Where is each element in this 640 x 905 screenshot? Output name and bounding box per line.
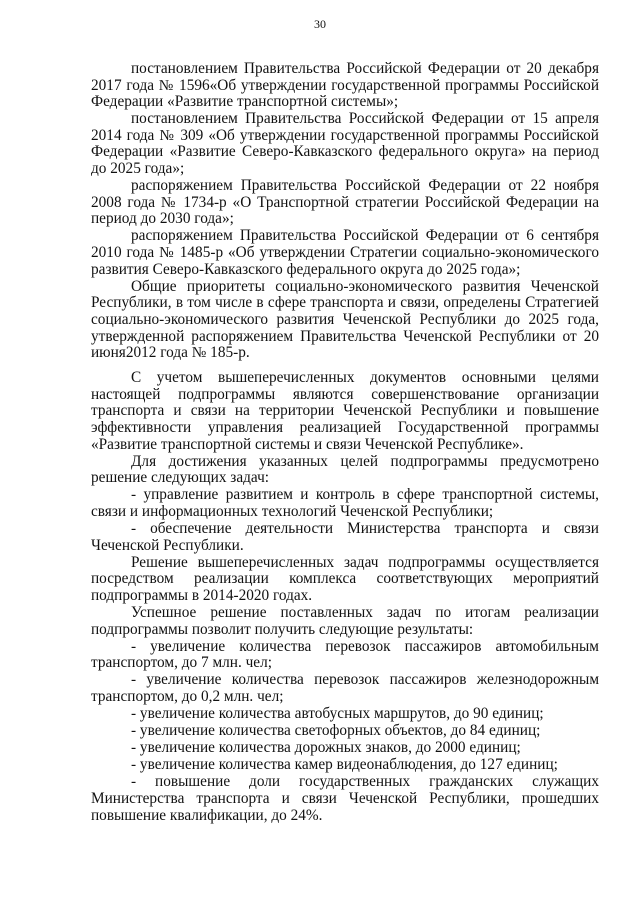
list-item-result-staff-training: - повышение доли государственных гражданских служащих Министерства транспорта и связи Чеченской Республики, прошедших повышение квалификации, до 24%. [91, 773, 599, 824]
list-item-result-road-signs: - увеличение количества дорожных знаков, до 2000 единиц; [131, 739, 521, 757]
list-item-result-traffic-lights: - увеличение количества светофорных объектов, до 84 единиц; [131, 722, 541, 740]
paragraph-order-1734: распоряжением Правительства Российской Федерации от 22 ноября 2008 года № 1734-р «О Транспортной стратегии Российской Федерации на период до 2030 года»; [91, 177, 599, 228]
list-item-result-rail-passengers: - увеличение количества перевозок пассажиров железнодорожным транспортом, до 0,2 млн. чел; [91, 671, 599, 705]
paragraph-results-intro: Успешное решение поставленных задач по итогам реализации подпрограммы позволит получить следующие результаты: [91, 604, 599, 638]
list-item-task-ministry: - обеспечение деятельности Министерства транспорта и связи Чеченской Республики. [91, 520, 599, 554]
list-item-task-management: - управление развитием и контроль в сфере транспортной системы, связи и информационных технологий Чеченской Республики; [91, 486, 599, 520]
paragraph-order-1485: распоряжением Правительства Российской Федерации от 6 сентября 2010 года № 1485-р «Об утверждении Стратегии социально-экономического развития Северо-Кавказского федерального округа до 2025 года»; [91, 227, 599, 278]
list-item-result-cameras: - увеличение количества камер видеонаблюдения, до 127 единиц; [131, 756, 558, 774]
paragraph-decree-309: постановлением Правительства Российской Федерации от 15 апреля 2014 года № 309 «Об утверждении государственной программы Российской Федерации «Развитие Северо-Кавказского федерального округа» на период до 2025 года»; [91, 110, 599, 178]
list-item-result-road-passengers: - увеличение количества перевозок пассажиров автомобильным транспортом, до 7 млн. чел; [91, 637, 599, 672]
paragraph-general-priorities: Общие приоритеты социально-экономического развития Чеченской Республики, в том числе в сфере транспорта и связи, определены Стратегией социально-экономического развития Чеченской Республики до 2025 года, утвержденной распоряжением Правительства Чеченской Республики от 20 июня2012 года № 185-р. [91, 277, 599, 362]
paragraph-subprogram-goals: С учетом вышеперечисленных документов основными целями настоящей подпрограммы являются совершенствование организации транспорта и связи на территории Чеченской Республики и повышение эффективности управления реализацией Государственной программы «Развитие транспортной системы и связи Чеченской Республике». [91, 369, 599, 453]
list-item-result-bus-routes: - увеличение количества автобусных маршрутов, до 90 единиц; [131, 705, 544, 723]
page-number: 30 [314, 17, 326, 31]
document-body [91, 61, 599, 825]
paragraph-tasks-solution: Решение вышеперечисленных задач подпрограммы осуществляется посредством реализации комплекса соответствующих мероприятий подпрограммы в 2014-2020 годах. [91, 553, 599, 604]
paragraph-decree-1596: постановлением Правительства Российской Федерации от 20 декабря 2017 года № 1596«Об утверждении государственной программы Российской Федерации «Развитие транспортной системы»; [91, 60, 599, 111]
paragraph-tasks-intro: Для достижения указанных целей подпрограммы предусмотрено решение следующих задач: [91, 452, 599, 487]
